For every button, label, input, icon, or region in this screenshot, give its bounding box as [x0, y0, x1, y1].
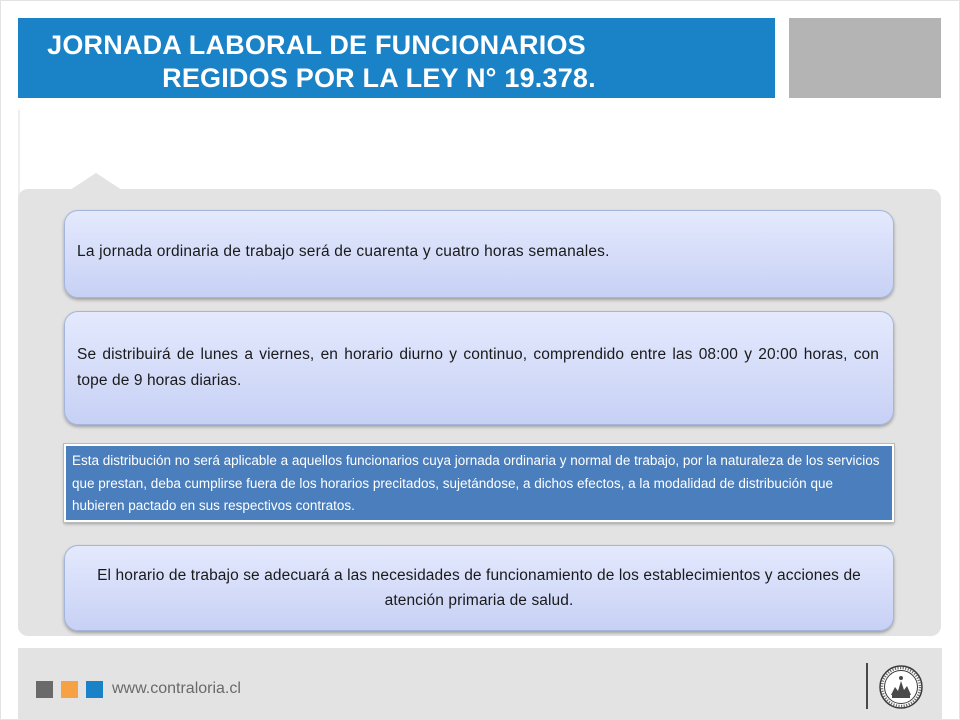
contraloria-seal-icon	[879, 665, 923, 709]
info-box-schedule	[64, 311, 894, 425]
footer-square-blue	[86, 681, 103, 698]
footer-url[interactable]: www.contraloria.cl	[112, 680, 241, 697]
footer-square-orange	[61, 681, 78, 698]
title-banner	[18, 18, 775, 98]
title-line-2: REGIDOS POR LA LEY N° 19.378.	[162, 63, 596, 93]
footer-square-gray	[36, 681, 53, 698]
info-box-adaptation	[64, 545, 894, 631]
info-box-text: Esta distribución no será aplicable a aquellos funcionarios cuya jornada ordinaria y normal de trabajo, por la naturaleza de los servicios que prestan, deba cumplirse fuera de los horarios precitados, sujetándose, a dichos efectos, a la modalidad de distribución que hubieren pactado en sus respectivos contratos.	[72, 453, 880, 513]
info-box-exception	[64, 444, 894, 522]
info-box-text: Se distribuirá de lunes a viernes, en horario diurno y continuo, comprendido entre las 08:00 y 20:00 horas, con tope de 9 horas diarias.	[77, 346, 879, 389]
panel-pointer	[70, 173, 122, 190]
title-accent-block	[789, 18, 941, 98]
footer-divider	[866, 663, 868, 709]
info-box-text: El horario de trabajo se adecuará a las necesidades de funcionamiento de los establecimientos y acciones de atención primaria de salud.	[97, 567, 861, 609]
info-box-weekly-hours	[64, 210, 894, 298]
info-box-text: La jornada ordinaria de trabajo será de cuarenta y cuatro horas semanales.	[77, 243, 610, 260]
title-line-1: JORNADA LABORAL DE FUNCIONARIOS	[47, 30, 586, 60]
